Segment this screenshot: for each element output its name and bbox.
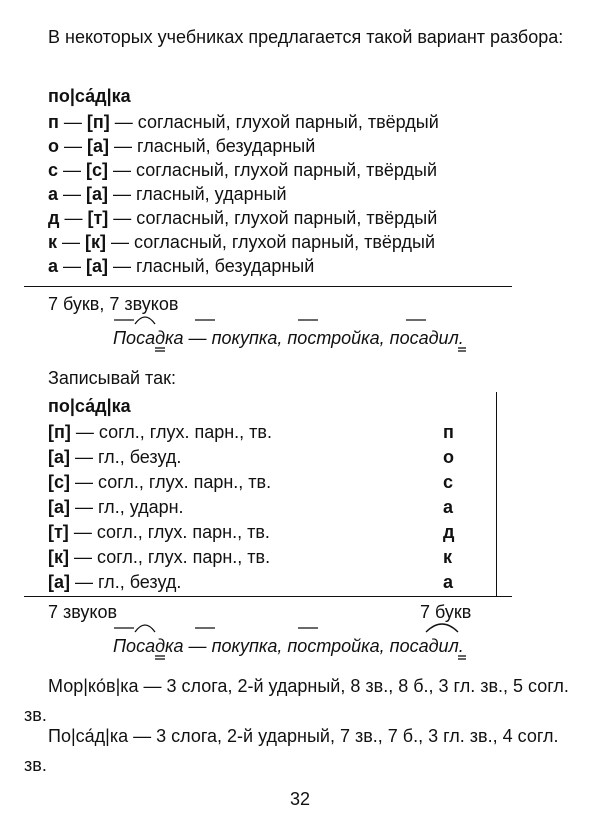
word-breakdown-1: по|са́д|ка [48,86,131,106]
write-label: Записывай так: [48,368,176,388]
analysis-row: о — [а] — гласный, безударный [48,136,316,156]
divider-line [24,286,512,287]
divider-line [24,596,512,597]
example-words-1: Посадка — покупка, постройка, посадил. [113,326,464,350]
table-vertical-line [496,392,497,596]
analysis-row: д — [т] — согласный, глухой парный, твёрдый [48,208,438,228]
letter-cell: п [443,422,454,442]
example-words-2: Посадка — покупка, постройка, посадил. [113,634,464,658]
letter-cell: а [443,572,454,592]
analysis-row: а — [а] — гласный, безударный [48,256,315,276]
analysis-row: [а] — гл., ударн. [48,497,184,517]
analysis-row: п — [п] — согласный, глухой парный, твёрдый [48,112,439,132]
letter-cell: с [443,472,454,492]
sounds-total: 7 звуков [48,602,118,622]
letter-cell: к [443,547,453,567]
letter-cell: а [443,497,454,517]
analysis-row: [т] — согл., глух. парн., тв. [48,522,270,542]
morpheme-marks-1 [113,312,493,352]
analysis-row: [а] — гл., безуд. [48,572,182,592]
analysis-row: к — [к] — согласный, глухой парный, твёрдый [48,232,436,252]
analysis-row: [п] — согл., глух. парн., тв. [48,422,272,442]
analysis-row: [к] — согл., глух. парн., тв. [48,547,271,567]
summary-paragraph-morkovka: Мор|ко́в|ка — 3 слога, 2-й ударный, 8 зв., 8 б., 3 гл. зв., 5 согл. зв. [24,676,569,725]
summary-1: 7 букв, 7 звуков [48,294,179,314]
analysis-row: а — [а] — гласный, ударный [48,184,287,204]
intro-text: В некоторых учебниках предлагается такой вариант разбора: [48,27,564,47]
analysis-row: [а] — гл., безуд. [48,447,182,467]
word-breakdown-2: по|са́д|ка [48,396,131,416]
page-number: 32 [289,789,311,809]
summary-paragraph-posadka: По|са́д|ка — 3 слога, 2-й ударный, 7 зв., 7 б., 3 гл. зв., 4 согл. зв. [24,726,559,775]
letter-cell: д [443,522,455,542]
analysis-row: с — [с] — согласный, глухой парный, твёрдый [48,160,438,180]
morpheme-marks-2 [113,620,493,660]
analysis-row: [с] — согл., глух. парн., тв. [48,472,272,492]
letters-total: 7 букв [420,602,472,622]
letter-cell: о [443,447,454,467]
